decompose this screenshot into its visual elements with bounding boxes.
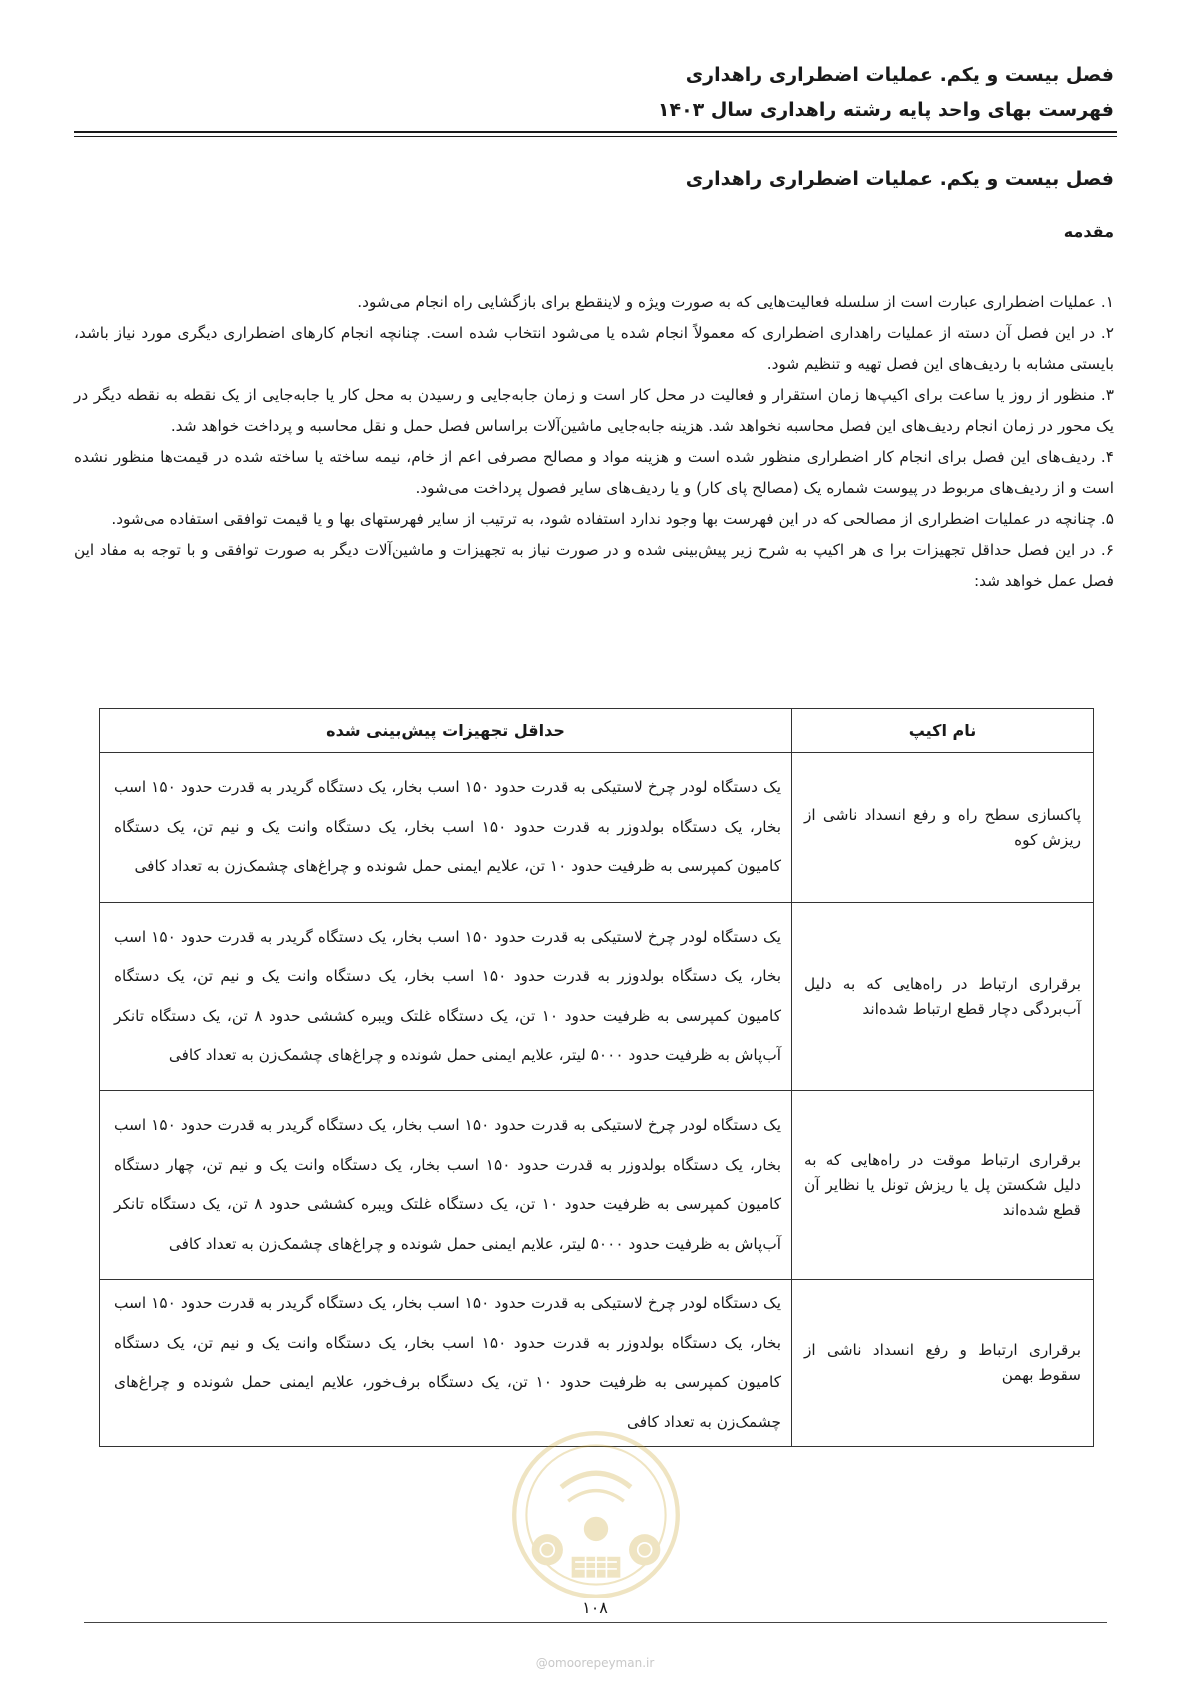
paragraph-5: ۵. چنانچه در عملیات اضطراری از مصالحی که در این فهرست بها وجود ندارد استفاده شود، به ترتیب از سایر فهرستهای بها و یا قیمت توافقی استفاده می‌شود.	[111, 510, 1114, 528]
watermark-url: @omoorepeyman.ir	[535, 1656, 655, 1670]
table-row	[100, 903, 1094, 1091]
equipment-cell: یک دستگاه لودر چرخ لاستیکی به قدرت حدود ۱۵۰ اسب بخار، یک دستگاه گریدر به قدرت حدود ۱۵۰ اسب بخار، یک دستگاه بولدوزر به قدرت حدود ۱۵۰ اسب بخار، یک دستگاه وانت یک و نیم تن، یک دستگاه کامیون کمپرسی به ظرفیت حدود ۱۰ تن، یک دستگاه غلتک ویبره کششی حدود ۸ تن، یک دستگاه تانکر آب‌پاش به ظرفیت حدود ۵۰۰۰ لیتر، علایم ایمنی حمل شونده و چراغ‌های چشمک‌زن به تعداد کافی	[100, 903, 792, 1091]
intro-heading: مقدمه	[1063, 222, 1114, 241]
team-name-cell: برقراری ارتباط در راه‌هایی که به دلیل آب‌بردگی دچار قطع ارتباط شده‌اند	[792, 903, 1094, 1091]
page-header	[74, 58, 1114, 128]
footer-rule	[84, 1622, 1107, 1623]
table-header-row	[100, 709, 1094, 753]
paragraph-3: ۳. منظور از روز یا ساعت برای اکیپ‌ها زمان استقرار و فعالیت در محل کار است و زمان جابه‌جایی و رسیدن به محل کار یا جابه‌جایی از یک نقطه به نقطه دیگر در یک محور در زمان انجام ردیف‌های این فصل محاسبه نخواهد شد. هزینه جابه‌جایی ماشین‌آلات براساس فصل حمل و نقل محاسبه و پرداخت خواهد شد.	[74, 386, 1114, 435]
chapter-title: فصل بیست و یکم. عملیات اضطراری راهداری	[685, 168, 1114, 190]
table-row	[100, 1091, 1094, 1280]
page-number: ۱۰۸	[575, 1598, 615, 1617]
equipment-table	[99, 708, 1094, 1447]
header-equipment: حداقل تجهیزات پیش‌بینی شده	[100, 709, 792, 753]
paragraph-2: ۲. در این فصل آن دسته از عملیات راهداری اضطراری که معمولاً انجام شده یا می‌شود انتخاب شده است. چنانچه انجام کارهای اضطراری دیگری مورد نیاز باشد، بایستی مشابه با ردیف‌های این فصل تهیه و تنظیم شود.	[74, 324, 1114, 373]
team-name-cell: برقراری ارتباط موقت در راه‌هایی که به دلیل شکستن پل یا ریزش تونل یا نظایر آن قطع شده‌اند	[792, 1091, 1094, 1280]
intro-paragraphs	[74, 287, 1114, 597]
omoorepeyman-seal-icon	[509, 1428, 683, 1602]
header-rule-thin	[74, 136, 1117, 137]
team-name-cell: برقراری ارتباط و رفع انسداد ناشی از سقوط بهمن	[792, 1280, 1094, 1447]
paragraph-6: ۶. در این فصل حداقل تجهیزات برا ی هر اکیپ به شرح زیر پیش‌بینی شده و در صورت نیاز به تجهیزات و ماشین‌آلات دیگر به صورت توافقی و با توجه به مفاد این فصل عمل خواهد شد:	[74, 541, 1114, 590]
equipment-cell: یک دستگاه لودر چرخ لاستیکی به قدرت حدود ۱۵۰ اسب بخار، یک دستگاه گریدر به قدرت حدود ۱۵۰ اسب بخار، یک دستگاه بولدوزر به قدرت حدود ۱۵۰ اسب بخار، یک دستگاه وانت یک و نیم تن، یک دستگاه کامیون کمپرسی به ظرفیت حدود ۱۰ تن، علایم ایمنی حمل شونده و چراغ‌های چشمک‌زن به تعداد کافی	[100, 753, 792, 903]
header-price-list-title: فهرست بهای واحد پایه رشته راهداری سال ۱۴۰۳	[657, 99, 1114, 121]
table-row	[100, 753, 1094, 903]
paragraph-4: ۴. ردیف‌های این فصل برای انجام کار اضطراری منظور شده است و هزینه مواد و مصالح مصرفی اعم از خام، نیمه ساخته یا ساخته شده در قیمت‌ها منظور نشده است و از ردیف‌های مربوط در پیوست شماره یک (مصالح پای کار) و یا ردیف‌های سایر فصول پرداخت می‌شود.	[74, 448, 1114, 497]
header-chapter-title: فصل بیست و یکم. عملیات اضطراری راهداری	[685, 64, 1114, 86]
equipment-cell: یک دستگاه لودر چرخ لاستیکی به قدرت حدود ۱۵۰ اسب بخار، یک دستگاه گریدر به قدرت حدود ۱۵۰ اسب بخار، یک دستگاه بولدوزر به قدرت حدود ۱۵۰ اسب بخار، یک دستگاه وانت یک و نیم تن، یک دستگاه کامیون کمپرسی به ظرفیت حدود ۱۰ تن، یک دستگاه برف‌خور، علایم ایمنی حمل شونده و چراغ‌های چشمک‌زن به تعداد کافی	[100, 1280, 792, 1447]
paragraph-1: ۱. عملیات اضطراری عبارت است از سلسله فعالیت‌هایی که به صورت ویژه و لاینقطع برای بازگشایی راه انجام می‌شود.	[357, 293, 1114, 311]
header-rule-thick	[74, 131, 1117, 133]
header-team-name: نام اکیپ	[792, 709, 1094, 753]
table-row	[100, 1280, 1094, 1447]
team-name-cell: پاکسازی سطح راه و رفع انسداد ناشی از ریزش کوه	[792, 753, 1094, 903]
equipment-cell: یک دستگاه لودر چرخ لاستیکی به قدرت حدود ۱۵۰ اسب بخار، یک دستگاه گریدر به قدرت حدود ۱۵۰ اسب بخار، یک دستگاه بولدوزر به قدرت حدود ۱۵۰ اسب بخار، یک دستگاه وانت یک و نیم تن، چهار دستگاه کامیون کمپرسی به ظرفیت حدود ۱۰ تن، یک دستگاه غلتک ویبره کششی حدود ۸ تن، یک دستگاه تانکر آب‌پاش به ظرفیت حدود ۵۰۰۰ لیتر، علایم ایمنی حمل شونده و چراغ‌های چشمک‌زن به تعداد کافی	[100, 1091, 792, 1280]
